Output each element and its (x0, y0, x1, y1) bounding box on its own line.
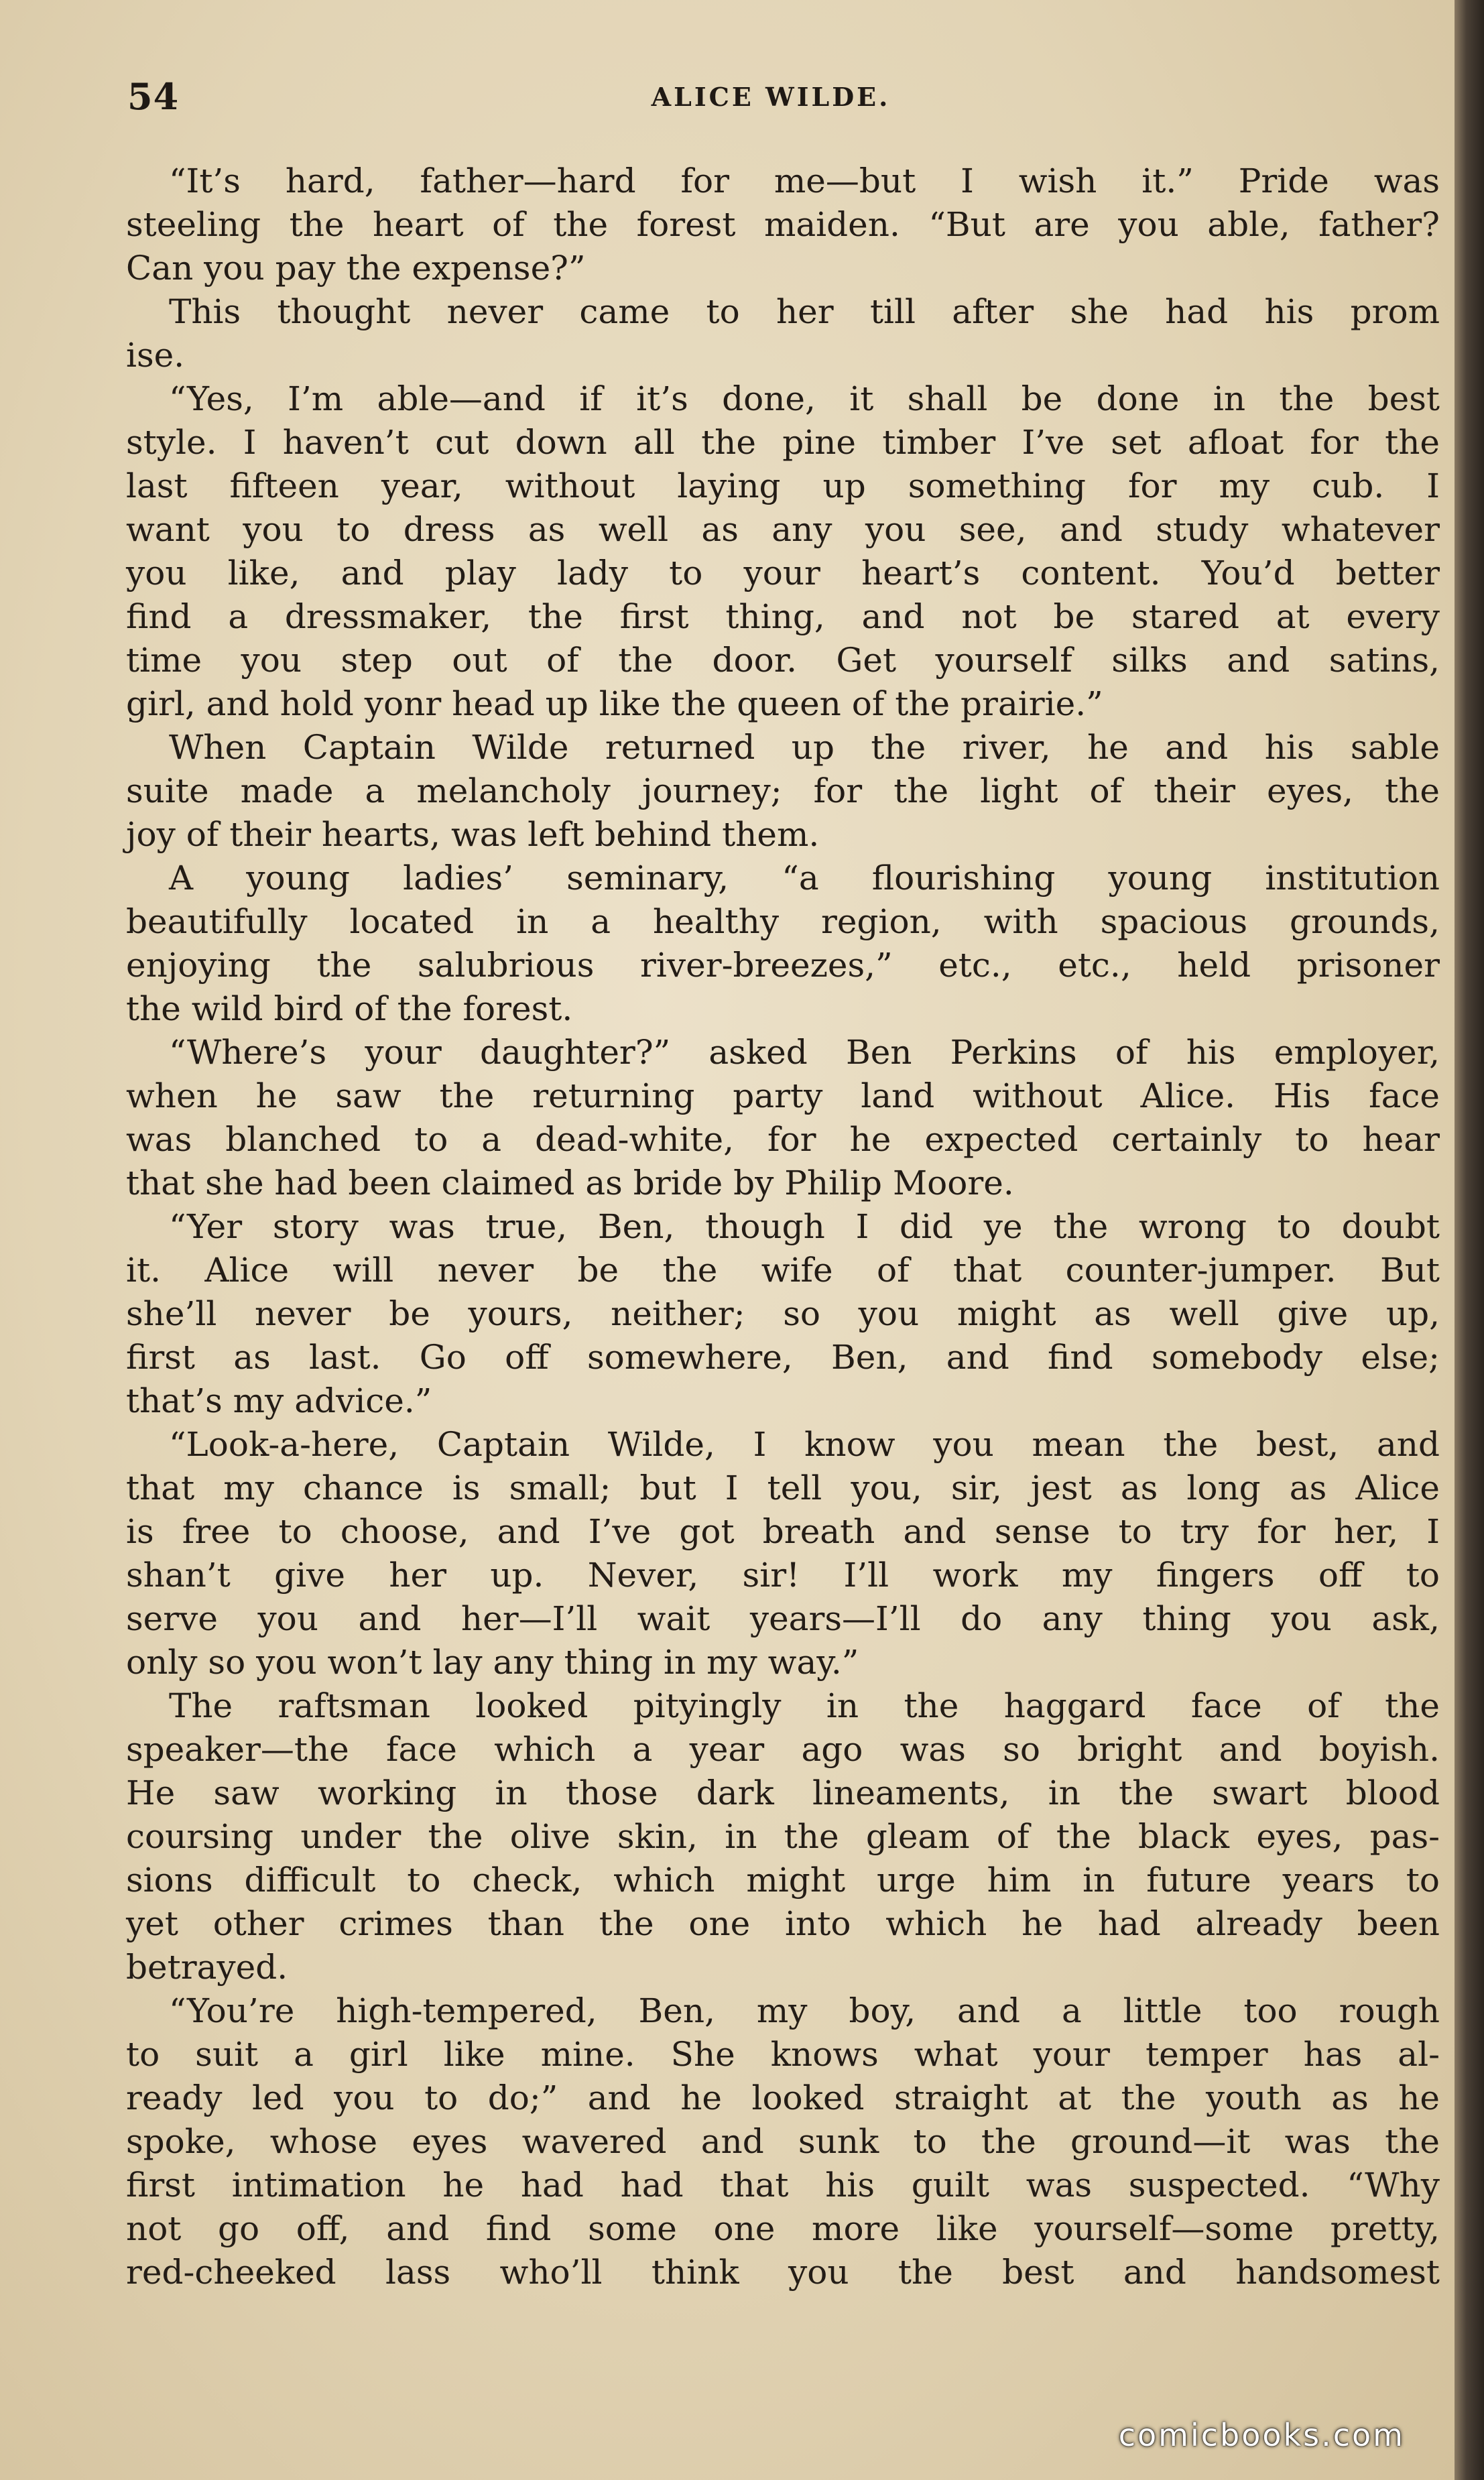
watermark: comicbooks.com (1118, 2417, 1405, 2453)
text-line: serve you and her—I’ll wait years—I’ll do any thing you ask, (126, 1599, 1440, 1638)
text-line: is free to choose, and I’ve got breath and sense to try for her, I (126, 1512, 1440, 1551)
text-line: red-cheeked lass who’ll think you the best and handsomest (126, 2253, 1440, 2292)
body-text (126, 160, 1440, 2294)
text-line: ready led you to do;” and he looked straight at the youth as he (126, 2079, 1440, 2117)
text-line: “Look-a-here, Captain Wilde, I know you mean the best, and (169, 1425, 1440, 1464)
text-line: style. I haven’t cut down all the pine timber I’ve set afloat for the (126, 423, 1440, 462)
text-line: only so you won’t lay any thing in my way.” (126, 1643, 859, 1682)
text-line: The raftsman looked pityingly in the haggard face of the (169, 1686, 1440, 1725)
text-line: when he saw the returning party land without Alice. His face (126, 1076, 1440, 1115)
text-line: that she had been claimed as bride by Philip Moore. (126, 1164, 1014, 1202)
text-line: He saw working in those dark lineaments, in the swart blood (126, 1774, 1440, 1812)
text-line: A young ladies’ seminary, “a flourishing young institution (169, 859, 1440, 897)
text-line: sions difficult to check, which might urge him in future years to (126, 1861, 1440, 1900)
text-line: was blanched to a dead-white, for he expected certainly to hear (126, 1120, 1440, 1159)
text-line: ise. (126, 336, 185, 375)
text-line: suite made a melancholy journey; for the light of their eyes, the (126, 771, 1440, 810)
text-line: “It’s hard, father—hard for me—but I wish it.” Pride was (169, 162, 1440, 200)
text-line: Can you pay the expense?” (126, 249, 586, 288)
text-line: “Where’s your daughter?” asked Ben Perkins of his employer, (169, 1033, 1440, 1072)
page-number: 54 (127, 75, 180, 118)
text-line: first as last. Go off somewhere, Ben, and find somebody else; (126, 1338, 1440, 1377)
text-line: to suit a girl like mine. She knows what your temper has al- (126, 2035, 1440, 2074)
text-line: “You’re high-tempered, Ben, my boy, and a little too rough (169, 1991, 1440, 2030)
text-line: “Yer story was true, Ben, though I did ye the wrong to doubt (169, 1207, 1440, 1246)
text-line: betrayed. (126, 1948, 288, 1987)
text-line: want you to dress as well as any you see, and study whatever (126, 510, 1440, 549)
text-line: you like, and play lady to your heart’s content. You’d better (126, 554, 1440, 593)
page-edge (1455, 0, 1484, 2480)
text-line: girl, and hold yonr head up like the queen of the prairie.” (126, 684, 1103, 723)
text-line: steeling the heart of the forest maiden. “But are you able, father? (126, 205, 1440, 244)
text-line: This thought never came to her till after she had his prom (169, 292, 1440, 331)
text-line: it. Alice will never be the wife of that counter-jumper. But (126, 1251, 1440, 1290)
text-line: time you step out of the door. Get yourself silks and satins, (126, 641, 1440, 680)
text-line: she’ll never be yours, neither; so you might as well give up, (126, 1294, 1440, 1333)
text-line: last fifteen year, without laying up something for my cub. I (126, 467, 1440, 505)
text-line: enjoying the salubrious river-breezes,” etc., etc., held prisoner (126, 946, 1440, 985)
text-line: When Captain Wilde returned up the river, he and his sable (169, 728, 1440, 767)
page-header (127, 75, 1414, 122)
running-title: ALICE WILDE. (651, 82, 891, 112)
text-line: that’s my advice.” (126, 1381, 432, 1420)
text-line: shan’t give her up. Never, sir! I’ll work my fingers off to (126, 1556, 1440, 1595)
text-line: beautifully located in a healthy region, with spacious grounds, (126, 902, 1440, 941)
text-line: first intimation he had had that his guilt was suspected. “Why (126, 2166, 1440, 2205)
text-line: speaker—the face which a year ago was so bright and boyish. (126, 1730, 1440, 1769)
text-line: find a dressmaker, the first thing, and not be stared at every (126, 597, 1440, 636)
text-line: joy of their hearts, was left behind them. (126, 815, 820, 854)
text-line: spoke, whose eyes wavered and sunk to the ground—it was the (126, 2122, 1440, 2161)
text-line: the wild bird of the forest. (126, 989, 573, 1028)
text-line: not go off, and find some one more like yourself—some pretty, (126, 2209, 1440, 2248)
text-line: coursing under the olive skin, in the gleam of the black eyes, pas- (126, 1817, 1440, 1856)
text-line: that my chance is small; but I tell you, sir, jest as long as Alice (126, 1469, 1440, 1507)
text-line: “Yes, I’m able—and if it’s done, it shall be done in the best (169, 379, 1440, 418)
text-line: yet other crimes than the one into which he had already been (126, 1904, 1440, 1943)
